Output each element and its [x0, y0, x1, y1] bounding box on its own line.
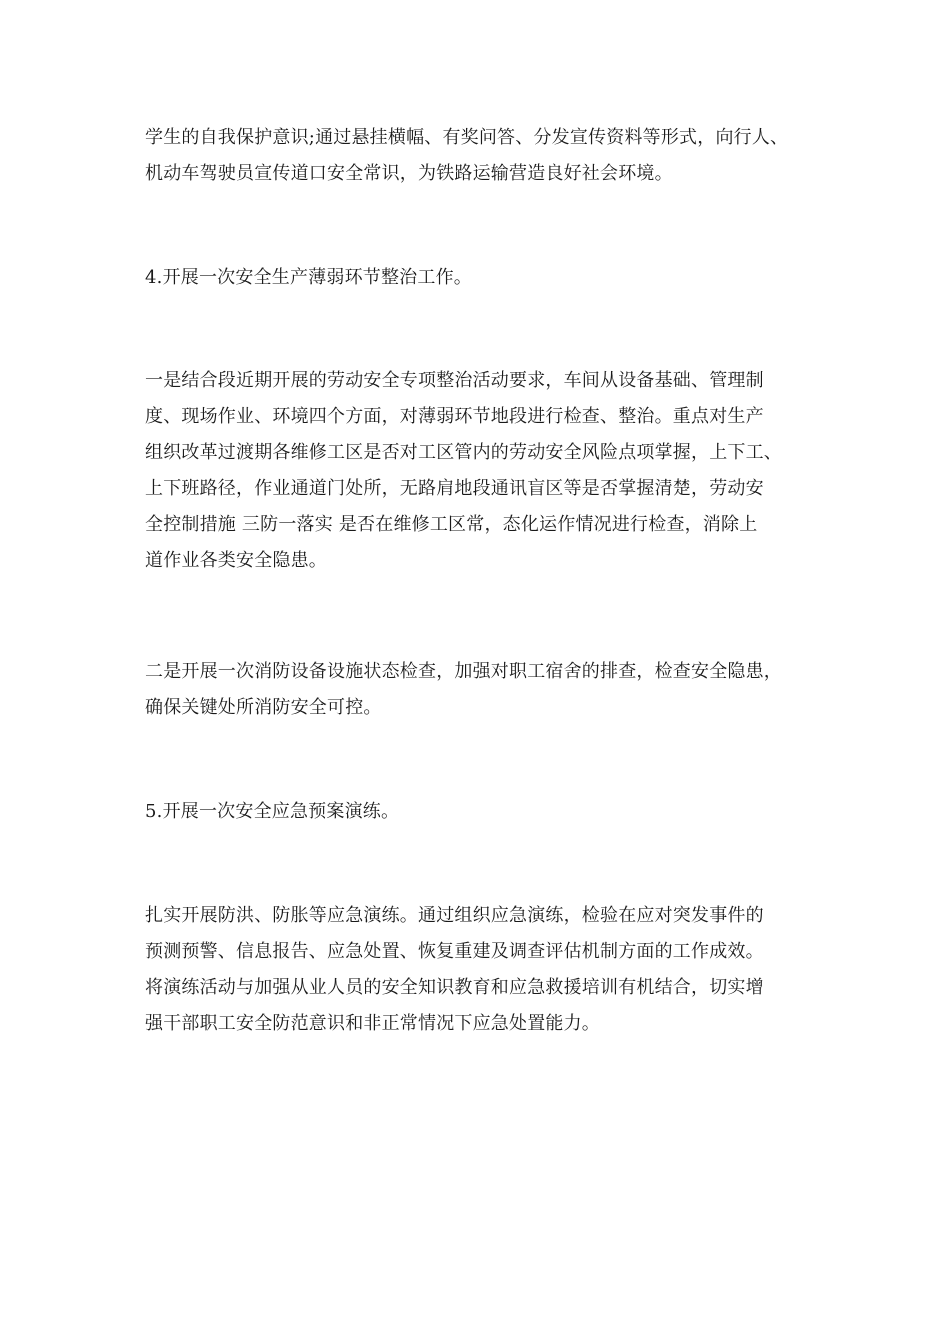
paragraph-line: 全控制措施 三防一落实 是否在维修工区常，态化运作情况进行检查，消除上: [145, 514, 758, 535]
paragraph-line: 组织改革过渡期各维修工区是否对工区管内的劳动安全风险点项掌握，上下工、: [145, 442, 782, 463]
paragraph-line: 将演练活动与加强从业人员的安全知识教育和应急救援培训有机结合，切实增: [145, 977, 764, 998]
paragraph-line: 上下班路径，作业通道门处所，无路肩地段通讯盲区等是否掌握清楚，劳动安: [145, 478, 764, 499]
paragraph-line: 一是结合段近期开展的劳动安全专项整治活动要求，车间从设备基础、管理制: [145, 370, 764, 391]
paragraph-line: 道作业各类安全隐患。: [145, 550, 327, 571]
paragraph-line: 确保关键处所消防安全可控。: [145, 697, 382, 718]
paragraph-line: 强干部职工安全防范意识和非正常情况下应急处置能力。: [145, 1013, 600, 1034]
paragraph-line: 机动车驾驶员宣传道口安全常识，为铁路运输营造良好社会环境。: [145, 163, 673, 184]
paragraph-line: 扎实开展防洪、防胀等应急演练。通过组织应急演练，检验在应对突发事件的: [145, 905, 764, 926]
section-heading: 5.开展一次安全应急预案演练。: [145, 801, 400, 822]
paragraph-line: 二是开展一次消防设备设施状态检查，加强对职工宿舍的排查，检查安全隐患，: [145, 661, 782, 682]
paragraph-line: 预测预警、信息报告、应急处置、恢复重建及调查评估机制方面的工作成效。: [145, 941, 764, 962]
section-heading: 4.开展一次安全生产薄弱环节整治工作。: [145, 267, 472, 288]
paragraph-line: 学生的自我保护意识;通过悬挂横幅、有奖问答、分发宣传资料等形式，向行人、: [145, 127, 789, 148]
paragraph-line: 度、现场作业、环境四个方面，对薄弱环节地段进行检查、整治。重点对生产: [145, 406, 764, 427]
